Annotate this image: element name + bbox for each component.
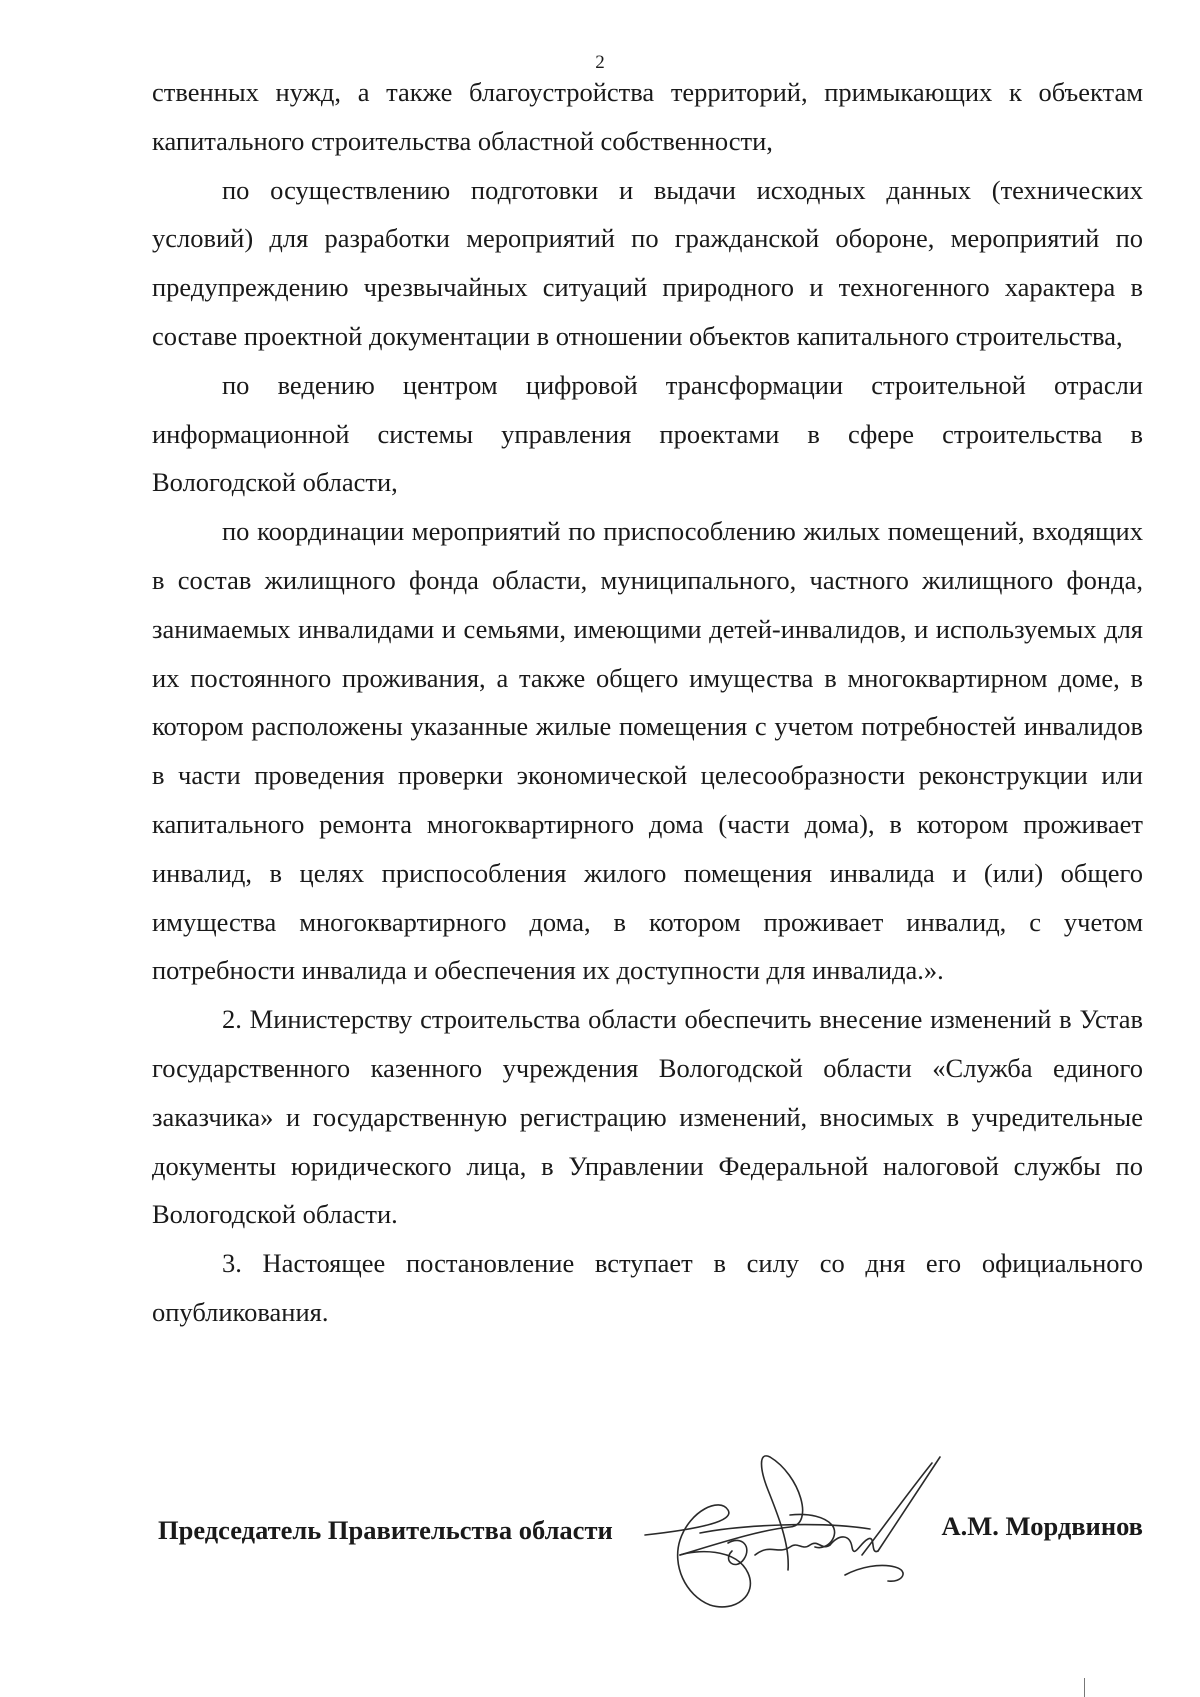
paragraph-technical-conditions: по осуществлению подготовки и выдачи исходных данных (технических условий) для разработки мероприятий по гражданской обороне, мероприятий по предупреждению чрезвычайных ситуаций природного и техногенного характера в составе проектной документации в отношении объектов капитального строительства, bbox=[152, 174, 1143, 351]
document-body bbox=[152, 68, 1143, 1337]
page-number: 2 bbox=[595, 52, 605, 73]
paragraph-information-system: по ведению центром цифровой трансформации строительной отрасли информационной системы управления проектами в сфере строительства в Вологодской области, bbox=[152, 369, 1143, 498]
signer-name: А.М. Мордвинов bbox=[941, 1511, 1143, 1541]
handwritten-signature bbox=[640, 1455, 950, 1610]
scan-edge-mark bbox=[1084, 1678, 1085, 1697]
signer-position: Председатель Правительства области bbox=[158, 1515, 613, 1545]
paragraph-item-3: 3. Настоящее постановление вступает в силу со дня его официального опубликования. bbox=[152, 1248, 1143, 1327]
paragraph-item-2: 2. Министерству строительства области обеспечить внесение изменений в Устав государственного казенного учреждения Вологодской области «Служба единого заказчика» и государственную регистрацию изменений, вносимых в учредительные документы юридического лица, в Управлении Федеральной налоговой службы по Вологодской области. bbox=[152, 1004, 1143, 1230]
paragraph-housing-adaptation: по координации мероприятий по приспособлению жилых помещений, входящих в состав жилищного фонда области, муниципального, частного жилищного фонда, занимаемых инвалидами и семьями, имеющими детей-инвалидов, и используемых для их постоянного проживания, а также общего имущества в многоквартирном доме, в котором расположены указанные жилые помещения с учетом потребностей инвалидов в части проведения проверки экономической целесообразности реконструкции или капитального ремонта многоквартирного дома (части дома), в котором проживает инвалид, в целях приспособления жилого помещения инвалида и (или) общего имущества многоквартирного дома, в котором проживает инвалид, с учетом потребности инвалида и обеспечения их доступности для инвалида.». bbox=[152, 516, 1143, 986]
paragraph-continuation: ственных нужд, а также благоустройства территорий, примыкающих к объектам капитального строительства областной собственности, bbox=[152, 77, 1143, 156]
